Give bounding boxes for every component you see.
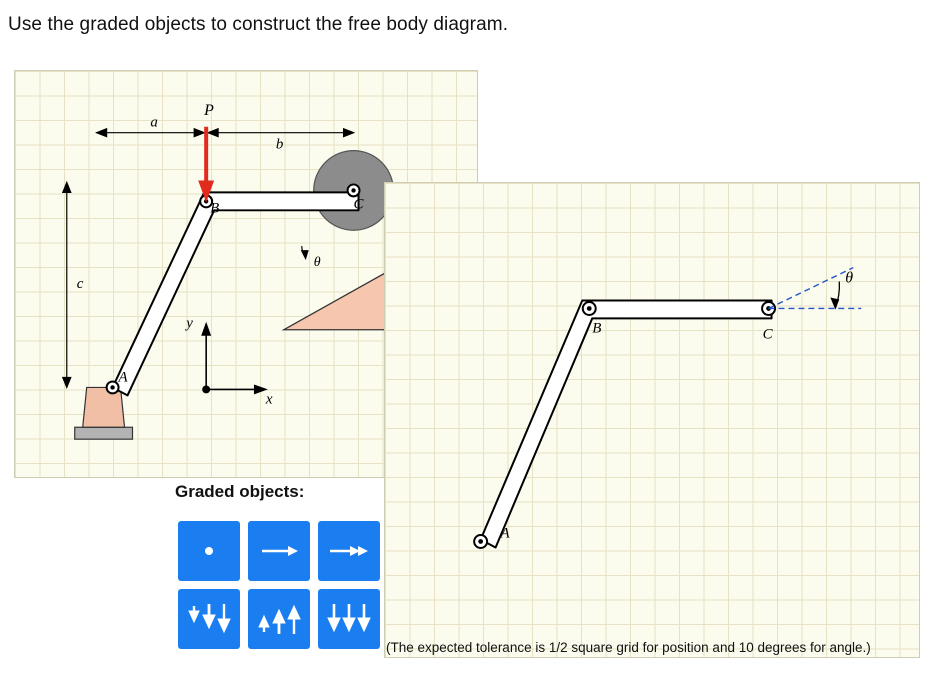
pin-support — [83, 387, 125, 427]
label-p: P — [204, 101, 214, 119]
dimension-b — [208, 129, 353, 137]
label-a-point: A — [118, 369, 128, 386]
fbd-joint-b-dot — [587, 306, 592, 311]
joint-c-dot — [351, 188, 355, 192]
member-abc — [113, 192, 359, 395]
graded-object-distributed-load-up-increasing[interactable] — [248, 589, 310, 649]
graded-object-single-arrow[interactable] — [248, 521, 310, 581]
fbd-label-b: B — [592, 320, 602, 337]
page-title: Use the graded objects to construct the free body diagram. — [8, 14, 509, 35]
label-a-dim: a — [150, 114, 158, 131]
coordinate-axes — [201, 322, 268, 395]
double-arrow-right-icon — [324, 531, 374, 571]
graded-object-distributed-load-uniform-down[interactable] — [318, 589, 380, 649]
fbd-joint-a-dot — [478, 539, 483, 544]
label-c-point: C — [353, 196, 364, 213]
joint-a-dot — [110, 385, 114, 389]
label-b-point: B — [210, 200, 220, 217]
right-figure-svg — [385, 183, 919, 657]
tolerance-note: (The expected tolerance is 1/2 square grid for position and 10 degrees for angle.) — [386, 640, 871, 655]
label-y-axis: y — [186, 315, 193, 332]
fbd-label-theta: θ — [845, 269, 854, 287]
fbd-label-a: A — [500, 525, 510, 542]
fbd-label-c: C — [762, 326, 773, 343]
graded-object-point-marker[interactable] — [178, 521, 240, 581]
label-c-dim: c — [76, 275, 84, 292]
label-theta-left: θ — [313, 255, 321, 271]
right-answer-panel[interactable] — [384, 182, 920, 658]
distributed-load-up-icon — [253, 598, 305, 640]
dot-icon — [184, 531, 234, 571]
load-arrow-p — [198, 127, 214, 203]
angle-arrowhead — [830, 298, 839, 310]
label-x-axis: x — [265, 391, 273, 408]
graded-object-distributed-load-down-increasing[interactable] — [178, 589, 240, 649]
ground-base — [75, 427, 133, 439]
dimension-c — [63, 182, 71, 387]
graded-objects-palette[interactable] — [178, 521, 380, 649]
arrow-right-icon — [254, 531, 304, 571]
incline-angle — [301, 246, 309, 260]
graded-object-double-arrow[interactable] — [318, 521, 380, 581]
label-b-dim: b — [275, 136, 284, 153]
graded-objects-title: Graded objects: — [175, 482, 305, 501]
distributed-load-uniform-down-icon — [323, 598, 375, 640]
fbd-member-abc — [481, 301, 772, 548]
distributed-load-down-icon — [183, 598, 235, 640]
